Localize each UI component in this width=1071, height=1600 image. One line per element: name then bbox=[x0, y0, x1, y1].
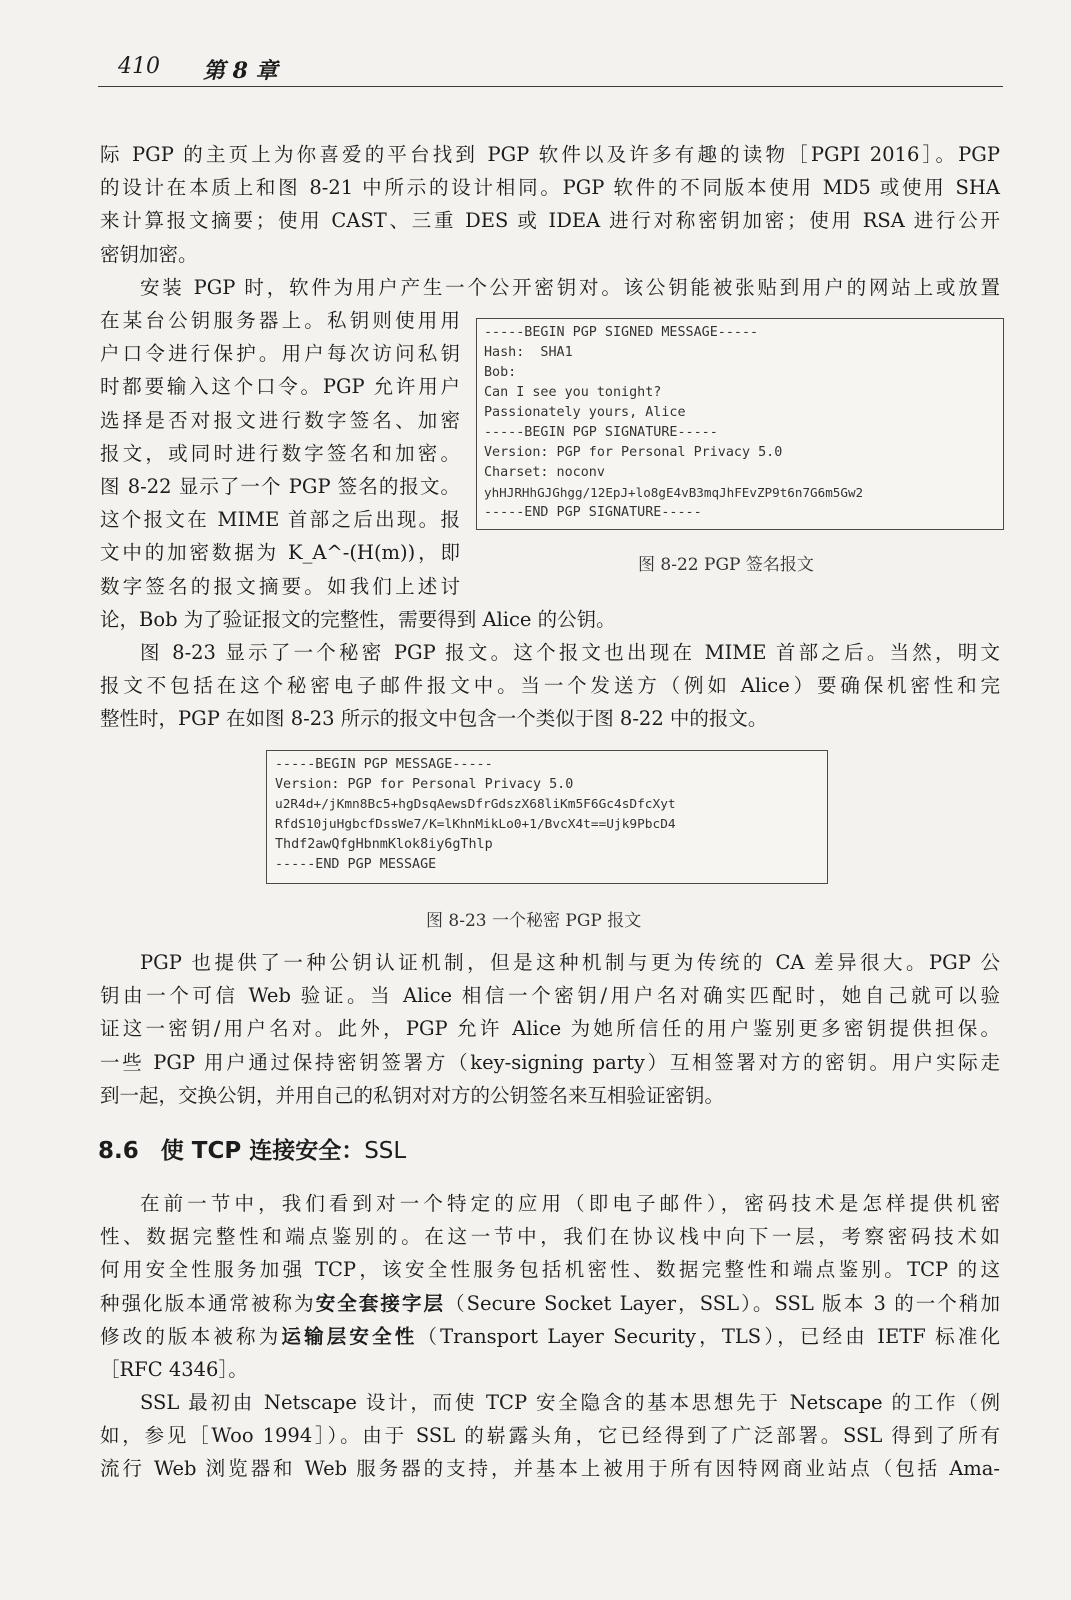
text-line: 际 PGP 的主页上为你喜爱的平台找到 PGP 软件以及许多有趣的读物［PGPI 2016］。PGP bbox=[100, 143, 1000, 166]
text-line: 文中的加密数据为 K_A^-(H(m))，即 bbox=[100, 541, 460, 565]
code-line: Passionately yours, Alice bbox=[484, 405, 686, 420]
text-line: 性、数据完整性和端点鉴别的。在这一节中，我们在协议栈中向下一层，考察密码技术如 bbox=[100, 1225, 1000, 1249]
figure-8-23-caption: 图 8-23 一个秘密 PGP 报文 bbox=[426, 911, 642, 931]
figure-8-23-secret-message bbox=[266, 750, 828, 884]
text-line: PGP 也提供了一种公钥认证机制，但是这种机制与更为传统的 CA 差异很大。PGP 公 bbox=[140, 951, 1000, 974]
text-line: 这个报文在 MIME 首部之后出现。报 bbox=[100, 508, 460, 532]
text-span: （Secure Socket Layer，SSL）。SSL 版本 3 的一个稍加 bbox=[445, 1291, 1000, 1315]
text-line: 户口令进行保护。用户每次访问私钥 bbox=[100, 342, 460, 366]
text-line bbox=[100, 1287, 1000, 1320]
code-line: -----BEGIN PGP SIGNATURE----- bbox=[484, 425, 718, 440]
text-line: 时都要输入这个口令。PGP 允许用户 bbox=[100, 375, 460, 399]
text-line: 安装 PGP 时，软件为用户产生一个公开密钥对。该公钥能被张贴到用户的网站上或放置 bbox=[140, 276, 1000, 299]
code-line: Can I see you tonight? bbox=[484, 385, 662, 400]
code-line: Thdf2awQfgHbnmKlok8iy6gThlp bbox=[275, 837, 493, 852]
code-line: -----BEGIN PGP SIGNED MESSAGE----- bbox=[484, 325, 759, 340]
text-line: ［RFC 4346］。 bbox=[100, 1358, 248, 1382]
paragraph-install-first-line bbox=[100, 271, 1000, 304]
code-line: u2R4d+/jKmn8Bc5+hgDsqAewsDfrGdszX68liKm5F6Gc4sDfcXyt bbox=[275, 797, 676, 812]
chapter-label: 第 8 章 bbox=[203, 58, 278, 84]
code-line: -----BEGIN PGP MESSAGE----- bbox=[275, 757, 493, 772]
paragraph-ssl-intro bbox=[100, 1187, 1000, 1386]
text-line: 选择是否对报文进行数字签名、加密 bbox=[100, 408, 460, 432]
text-span: 修改的版本被称为 bbox=[100, 1324, 282, 1348]
code-line: Version: PGP for Personal Privacy 5.0 bbox=[484, 445, 783, 460]
code-line: yhHJRHhGJGhgg/12EpJ+lo8gE4vB3mqJhFEvZP9t6n7G6m5Gw2 bbox=[484, 485, 864, 500]
text-line: 来计算报文摘要；使用 CAST、三重 DES 或 IDEA 进行对称密钥加密；使用 RSA 进行公开 bbox=[100, 209, 1000, 233]
code-line: Charset: noconv bbox=[484, 465, 605, 480]
text-line: 的设计在本质上和图 8-21 中所示的设计相同。PGP 软件的不同版本使用 MD5 或使用 SHA bbox=[100, 176, 1000, 200]
text-line: 到一起，交换公钥，并用自己的私钥对对方的公钥签名来互相验证密钥。 bbox=[100, 1083, 725, 1107]
text-line: 论，Bob 为了验证报文的完整性，需要得到 Alice 的公钥。 bbox=[100, 608, 616, 631]
text-line: 证这一密钥/用户名对。此外，PGP 允许 Alice 为她所信任的用户鉴别更多密钥提供担保。 bbox=[100, 1017, 1000, 1041]
text-line: 图 8-23 显示了一个秘密 PGP 报文。这个报文也出现在 MIME 首部之后。当然，明文 bbox=[140, 641, 1000, 664]
text-span: 种强化版本通常被称为 bbox=[100, 1291, 316, 1315]
section-heading-8-6 bbox=[98, 1132, 406, 1165]
figure-8-22-caption: 图 8-22 PGP 签名报文 bbox=[638, 555, 814, 575]
text-line: 在某台公钥服务器上。私钥则使用用 bbox=[100, 309, 460, 332]
text-line: 数字签名的报文摘要。如我们上述讨 bbox=[100, 574, 460, 598]
figure-8-22-signed-message bbox=[476, 318, 1004, 530]
text-line bbox=[100, 1320, 1000, 1353]
term-tls: 运输层安全性 bbox=[281, 1324, 418, 1348]
text-line: SSL 最初由 Netscape 设计，而使 TCP 安全隐含的基本思想先于 Netscape 的工作（例 bbox=[140, 1391, 1000, 1414]
paragraph-install-last-line bbox=[100, 603, 1000, 636]
page-header bbox=[98, 52, 1003, 87]
text-line: 整性时，PGP 在如图 8-23 所示的报文中包含一个类似于图 8-22 中的报文。 bbox=[100, 707, 768, 731]
code-line: Bob: bbox=[484, 365, 517, 380]
text-line: 钥由一个可信 Web 验证。当 Alice 相信一个密钥/用户名对确实匹配时，她自己就可以验 bbox=[100, 984, 1000, 1008]
code-line: RfdS10juHgbcfDssWe7/K=lKhnMikLo0+1/BvcX4t==Ujk9PbcD4 bbox=[275, 817, 676, 832]
text-line: 何用安全性服务加强 TCP，该安全性服务包括机密性、数据完整性和端点鉴别。TCP 的这 bbox=[100, 1258, 1000, 1282]
code-line: Version: PGP for Personal Privacy 5.0 bbox=[275, 777, 574, 792]
text-span: （Transport Layer Security，TLS），已经由 IETF 标准化 bbox=[417, 1324, 1000, 1348]
code-line: -----END PGP MESSAGE bbox=[275, 857, 437, 872]
paragraph-secret-message bbox=[100, 636, 1000, 736]
page-number: 410 bbox=[118, 54, 160, 79]
text-line: 一些 PGP 用户通过保持密钥签署方（key-signing party）互相签署对方的密钥。用户实际走 bbox=[100, 1050, 1000, 1074]
text-line: 报文不包括在这个秘密电子邮件报文中。当一个发送方（例如 Alice）要确保机密性和完 bbox=[100, 674, 1000, 698]
text-line: 如，参见［Woo 1994］）。由于 SSL 的崭露头角，它已经得到了广泛部署。SSL 得到了所有 bbox=[100, 1424, 1000, 1448]
text-line: 报文，或同时进行数字签名和加密。 bbox=[100, 441, 460, 465]
section-number: 8.6 bbox=[98, 1138, 139, 1164]
paragraph-pgp-certification bbox=[100, 946, 1000, 1112]
text-line: 密钥加密。 bbox=[100, 242, 198, 266]
paragraph-pgp-intro bbox=[100, 138, 1000, 271]
text-line: 流行 Web 浏览器和 Web 服务器的支持，并基本上被用于所有因特网商业站点（包括 Ama- bbox=[100, 1457, 1000, 1481]
paragraph-install-wrapped bbox=[100, 304, 460, 603]
text-line: 在前一节中，我们看到对一个特定的应用（即电子邮件），密码技术是怎样提供机密 bbox=[140, 1192, 1000, 1215]
term-ssl: 安全套接字层 bbox=[315, 1291, 446, 1315]
text-line: 图 8-22 显示了一个 PGP 签名的报文。 bbox=[100, 475, 460, 499]
section-title-en: SSL bbox=[364, 1138, 407, 1164]
code-line: Hash: SHA1 bbox=[484, 345, 573, 360]
section-title-zh: 使 TCP 连接安全： bbox=[160, 1138, 365, 1164]
code-line: -----END PGP SIGNATURE----- bbox=[484, 505, 702, 520]
paragraph-ssl-history bbox=[100, 1386, 1000, 1486]
